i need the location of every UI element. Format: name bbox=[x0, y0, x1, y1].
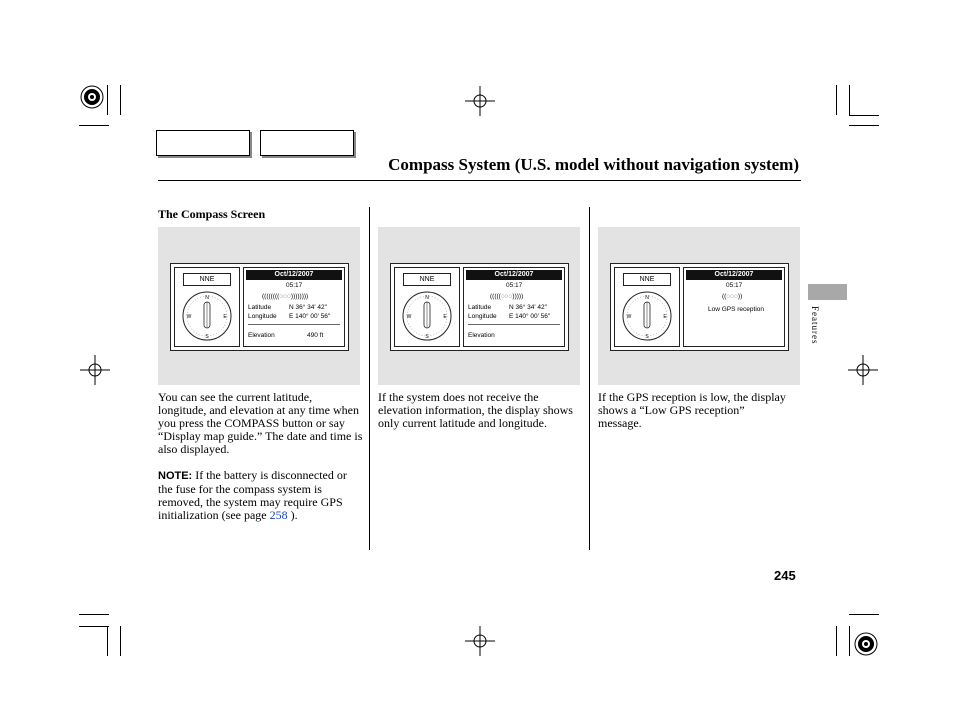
crop-mark bbox=[836, 626, 837, 656]
crop-mark bbox=[79, 125, 109, 126]
title-rule bbox=[158, 180, 801, 181]
crop-mark bbox=[849, 115, 879, 116]
page-number: 245 bbox=[774, 568, 796, 583]
gps-info-box bbox=[683, 267, 785, 347]
svg-text:N: N bbox=[645, 295, 649, 301]
svg-text:S: S bbox=[645, 334, 649, 340]
column-2-text bbox=[378, 391, 573, 430]
compass-dial-icon bbox=[181, 290, 233, 342]
compass-dial-box bbox=[174, 267, 240, 347]
crosshair-left bbox=[80, 355, 110, 385]
crop-mark bbox=[849, 626, 850, 656]
svg-text:W: W bbox=[626, 314, 632, 320]
compass-screen-panel-1 bbox=[158, 227, 360, 385]
longitude-value: E 140° 00' 56" bbox=[289, 313, 331, 320]
compass-display bbox=[170, 263, 349, 351]
compass-dial-icon bbox=[621, 290, 673, 342]
note-end: ). bbox=[287, 508, 298, 522]
registration-target-bottom-right bbox=[853, 631, 879, 657]
compass-display bbox=[610, 263, 789, 351]
section-heading: The Compass Screen bbox=[158, 207, 266, 221]
svg-text:N: N bbox=[425, 295, 429, 301]
column-3-text bbox=[598, 391, 788, 430]
latitude-value: N 36° 34' 42" bbox=[289, 304, 327, 311]
signal-strength-indicator: ((((((((◌◌◌)))))))) bbox=[262, 293, 309, 300]
section-side-label: Features bbox=[810, 306, 820, 345]
elevation-label: Elevation bbox=[248, 332, 275, 339]
compass-dial-icon bbox=[401, 290, 453, 342]
svg-text:E: E bbox=[223, 314, 227, 320]
time-readout: 05:17 bbox=[286, 282, 303, 289]
elevation-value: 490 ft bbox=[307, 332, 324, 339]
divider bbox=[248, 324, 340, 325]
note-text: If the battery is disconnected or the fuse for the compass system is removed, the system may require GPS initialization (see page bbox=[158, 468, 347, 522]
note-label: NOTE: bbox=[158, 470, 193, 482]
compass-screen-panel-2 bbox=[378, 227, 580, 385]
crop-mark bbox=[849, 125, 879, 126]
svg-text:N: N bbox=[205, 295, 209, 301]
page-title: Compass System (U.S. model without navigation system) bbox=[388, 155, 799, 174]
compass-dial-box bbox=[614, 267, 680, 347]
crop-mark bbox=[836, 85, 837, 115]
latitude-label: Latitude bbox=[468, 304, 492, 311]
signal-strength-indicator: (((((◌◌◌))))) bbox=[490, 293, 524, 300]
crosshair-bottom bbox=[465, 626, 495, 656]
note-paragraph bbox=[158, 469, 363, 522]
section-thumb-tab bbox=[808, 284, 847, 300]
heading-indicator: NNE bbox=[403, 273, 451, 286]
date-readout: Oct/12/2007 bbox=[686, 270, 782, 280]
crop-mark bbox=[120, 626, 121, 656]
column-2-paragraph: If the system does not receive the elevation information, the display shows only current latitude and longitude. bbox=[378, 390, 573, 430]
compass-screen-panel-3 bbox=[598, 227, 800, 385]
latitude-label: Latitude bbox=[248, 304, 272, 311]
longitude-label: Longitude bbox=[248, 313, 277, 320]
time-readout: 05:17 bbox=[726, 282, 743, 289]
header-tab-box-2 bbox=[260, 130, 354, 156]
latitude-value: N 36° 34' 42" bbox=[509, 304, 547, 311]
svg-text:E: E bbox=[443, 314, 447, 320]
column-3-paragraph: If the GPS reception is low, the display shows a “Low GPS reception” message. bbox=[598, 390, 786, 430]
crop-mark bbox=[107, 626, 108, 656]
column-1-text bbox=[158, 391, 363, 522]
column-divider bbox=[589, 207, 590, 550]
column-divider bbox=[369, 207, 370, 550]
compass-display bbox=[390, 263, 569, 351]
registration-target-top-left bbox=[79, 84, 105, 110]
crop-mark bbox=[79, 626, 109, 627]
gps-info-box bbox=[243, 267, 345, 347]
elevation-label: Elevation bbox=[468, 332, 495, 339]
crop-mark bbox=[849, 614, 879, 615]
date-readout: Oct/12/2007 bbox=[246, 270, 342, 280]
heading-indicator: NNE bbox=[183, 273, 231, 286]
svg-text:S: S bbox=[425, 334, 429, 340]
svg-text:W: W bbox=[406, 314, 412, 320]
crop-mark bbox=[120, 85, 121, 115]
gps-info-box bbox=[463, 267, 565, 347]
crop-mark bbox=[849, 85, 850, 115]
crop-mark bbox=[107, 85, 108, 115]
header-tab-box-1 bbox=[156, 130, 250, 156]
page-reference-link[interactable]: 258 bbox=[269, 508, 288, 522]
longitude-label: Longitude bbox=[468, 313, 497, 320]
svg-text:E: E bbox=[663, 314, 667, 320]
crop-mark bbox=[79, 614, 109, 615]
column-1-paragraph: You can see the current latitude, longitude, and elevation at any time when you press the COMPASS button or say “Display map guide.” The date and time is also displayed. bbox=[158, 390, 363, 456]
date-readout: Oct/12/2007 bbox=[466, 270, 562, 280]
heading-indicator: NNE bbox=[623, 273, 671, 286]
divider bbox=[468, 324, 560, 325]
time-readout: 05:17 bbox=[506, 282, 523, 289]
svg-text:W: W bbox=[186, 314, 192, 320]
svg-text:S: S bbox=[205, 334, 209, 340]
crosshair-top bbox=[465, 86, 495, 116]
compass-dial-box bbox=[394, 267, 460, 347]
signal-strength-indicator: ((◌◌◌)) bbox=[722, 293, 743, 300]
low-gps-message: Low GPS reception bbox=[708, 306, 765, 313]
longitude-value: E 140° 00' 56" bbox=[509, 313, 551, 320]
crosshair-right bbox=[848, 355, 878, 385]
